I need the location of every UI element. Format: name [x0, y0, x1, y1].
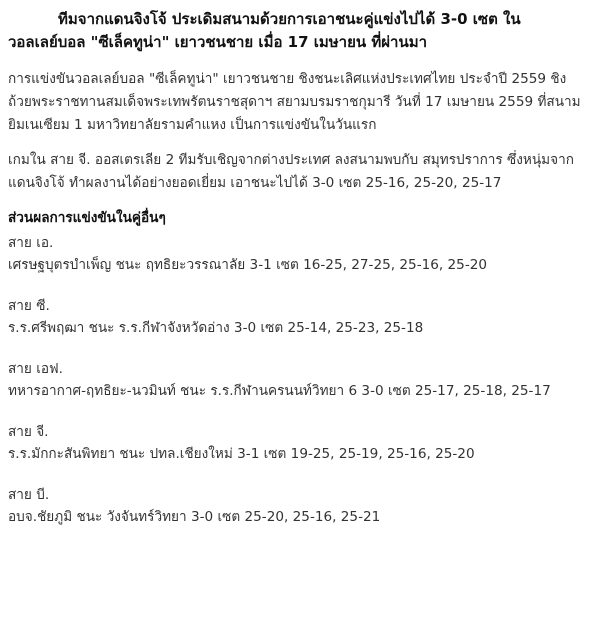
result-pool: สาย จี.: [8, 424, 49, 440]
article-headline: ทีมจากแดนจิงโจ้ ประเดิมสนามด้วยการเอาชนะคู่แข่งไปได้ 3-0 เซต ในวอลเลย์บอล "ซีเล็คทูน่า" เยาวชนชาย เมื่อ 17 เมษายน ที่ผ่านมา: [8, 10, 521, 51]
result-item: [8, 484, 586, 529]
result-item: [8, 358, 586, 403]
result-match: ร.ร.มักกะสันพิทยา ชนะ ปทล.เชียงใหม่ 3-1 เซต 19-25, 25-19, 25-16, 25-20: [8, 446, 475, 462]
result-item: [8, 232, 586, 277]
results-heading: ส่วนผลการแข่งขันในคู่อื่นๆ: [8, 210, 166, 226]
result-pool: สาย ซี.: [8, 298, 50, 314]
result-match: เศรษฐบุตรบำเพ็ญ ชนะ ฤทธิยะวรรณาลัย 3-1 เซต 16-25, 27-25, 25-16, 25-20: [8, 257, 488, 273]
result-pool: สาย เอฟ.: [8, 361, 63, 377]
result-item: [8, 295, 586, 340]
result-item: [8, 421, 586, 466]
article-paragraph-match: เกมใน สาย จี. ออสเตรเลีย 2 ทีมรับเชิญจากต่างประเทศ ลงสนามพบกับ สมุทรปราการ ซึ่งหนุ่มจากแดนจิงโจ้ ทำผลงานได้อย่างยอดเยี่ยม เอาชนะไปได้ 3-0 เซต 25-16, 25-20, 25-17: [8, 152, 574, 191]
result-pool: สาย เอ.: [8, 235, 54, 251]
result-match: อบจ.ชัยภูมิ ชนะ วังจันทร์วิทยา 3-0 เซต 25-20, 25-16, 25-21: [8, 509, 381, 525]
article-paragraph-intro: การแข่งขันวอลเลย์บอล "ซีเล็คทูน่า" เยาวชนชาย ชิงชนะเลิศแห่งประเทศไทย ประจำปี 2559 ชิงถ้วยพระราชทานสมเด็จพระเทพรัตนราชสุดาฯ สยามบรมราชกุมารี วันที่ 17 เมษายน 2559 ที่สนามยิมเนเซียม 1 มหาวิทยาลัยรามคำแหง เป็นการแข่งขันในวันแรก: [8, 71, 581, 133]
result-pool: สาย บี.: [8, 487, 50, 503]
result-match: ทหารอากาศ-ฤทธิยะ-นวมินท์ ชนะ ร.ร.กีฬานครนนท์วิทยา 6 3-0 เซต 25-17, 25-18, 25-17: [8, 383, 551, 399]
result-match: ร.ร.ศรีพฤฒา ชนะ ร.ร.กีฬาจังหวัดอ่าง 3-0 เซต 25-14, 25-23, 25-18: [8, 320, 424, 336]
